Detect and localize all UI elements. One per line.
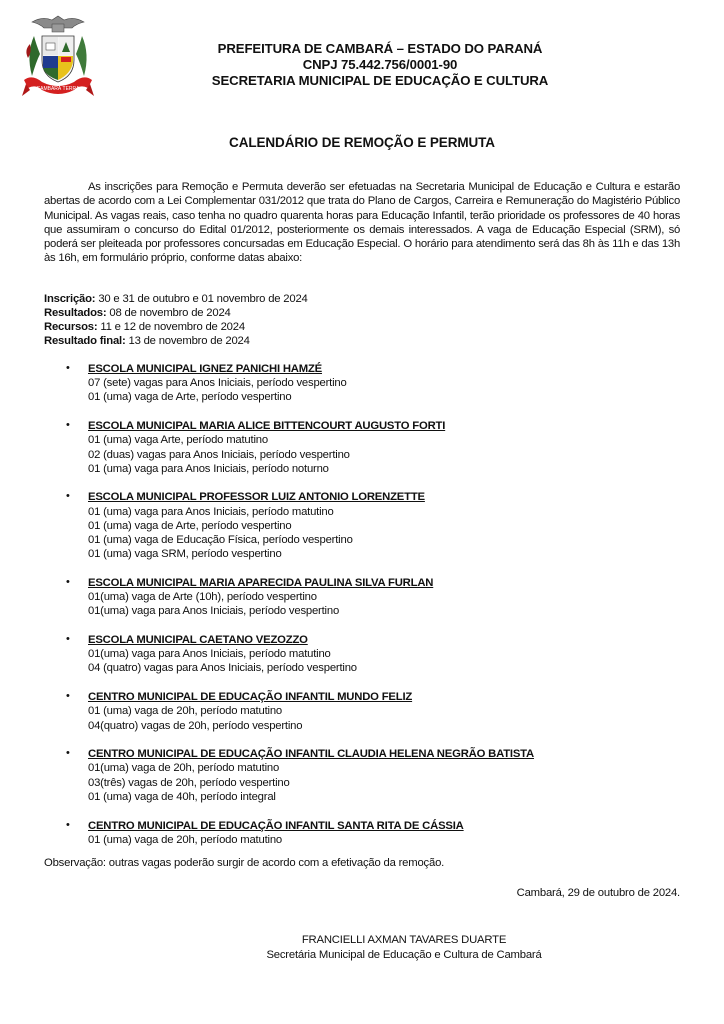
vacancy-line: 01 (uma) vaga SRM, período vespertino [88, 548, 282, 561]
date-row-resultados [44, 306, 308, 320]
vacancy-line: 04(quatro) vagas de 20h, período vespertino [88, 719, 303, 732]
school-vacancy-list [44, 362, 684, 847]
header-secretariat: SECRETARIA MUNICIPAL DE EDUCAÇÃO E CULTURA [211, 73, 549, 88]
bullet-icon: • [66, 690, 70, 703]
vacancy-line: 01 (uma) vaga de Educação Física, período vespertino [88, 534, 353, 547]
school-item [44, 747, 684, 804]
date-row-recursos [44, 320, 308, 334]
date-row-inscricao [44, 292, 308, 306]
date-label: Inscrição: [44, 293, 96, 305]
place-and-date: Cambará, 29 de outubro de 2024. [516, 887, 680, 899]
vacancy-line: 01 (uma) vaga de Arte, período vespertino [88, 519, 292, 532]
school-name: CENTRO MUNICIPAL DE EDUCAÇÃO INFANTIL CLAUDIA HELENA NEGRÃO BATISTA [88, 748, 535, 761]
document-title: CALENDÁRIO DE REMOÇÃO E PERMUTA [229, 135, 495, 150]
date-value: 30 e 31 de outubro e 01 novembro de 2024 [95, 293, 308, 305]
bullet-icon: • [66, 633, 70, 646]
vacancy-line: 01(uma) vaga para Anos Iniciais, período vespertino [88, 605, 340, 618]
vacancy-line: 01(uma) vaga para Anos Iniciais, período matutino [88, 648, 331, 661]
vacancy-line: 01(uma) vaga de Arte (10h), período vespertino [88, 591, 317, 604]
municipal-crest-icon [22, 14, 94, 100]
school-item [44, 419, 684, 476]
bullet-icon: • [66, 490, 70, 503]
vacancy-line: 01 (uma) vaga para Anos Iniciais, período matutino [88, 505, 334, 518]
vacancy-line: 02 (duas) vagas para Anos Iniciais, período vespertino [88, 448, 350, 461]
bullet-icon: • [66, 747, 70, 760]
date-value: 13 de novembro de 2024 [125, 335, 250, 348]
school-item [44, 576, 684, 619]
bullet-icon: • [66, 575, 70, 588]
date-value: 08 de novembro de 2024 [106, 307, 231, 320]
school-name: ESCOLA MUNICIPAL CAETANO VEZOZZO [88, 634, 308, 647]
school-name: ESCOLA MUNICIPAL IGNEZ PANICHI HAMZÉ [88, 363, 323, 375]
observation-note: Observação: outras vagas poderão surgir de acordo com a efetivação da remoção. [44, 857, 445, 869]
vacancy-line: 01 (uma) vaga de 20h, período matutino [88, 705, 282, 718]
signature-block [0, 933, 724, 962]
signatory-name: FRANCIELLI AXMAN TAVARES DUARTE [301, 934, 507, 946]
bullet-icon: • [66, 419, 70, 432]
date-label: Recursos: [44, 321, 98, 334]
document-header [100, 41, 660, 89]
schedule-dates [44, 292, 308, 348]
school-item [44, 819, 684, 847]
school-item [44, 690, 684, 733]
school-item [44, 490, 684, 561]
school-name: ESCOLA MUNICIPAL MARIA APARECIDA PAULINA SILVA FURLAN [88, 576, 434, 589]
date-label: Resultado final: [44, 335, 126, 348]
date-value: 11 e 12 de novembro de 2024 [97, 321, 245, 334]
intro-paragraph: As inscrições para Remoção e Permuta deverão ser efetuadas na Secretaria Municipal de Educação e Cultura e estarão abertas de acordo com a Lei Complementar 031/2012 que trata do Plano de Cargos, Carreira e Remuneração do Magistério Público Municipal. As vagas reais, caso tenha no quadro quarenta horas para Educação Infantil, terão prioridade os professores de 40 horas que assumiram o concurso do Edital 01/2012, posteriormente os demais interessados. A vaga de Educação Especial (SRM), só poderá ser pleiteada por professores concursadas em Educação Especial. O horário para atendimento será das 8h às 11h e das 13h às 16h, em formulário próprio, conforme datas abaixo: [44, 181, 680, 265]
vacancy-line: 04 (quatro) vagas para Anos Iniciais, período vespertino [88, 662, 357, 675]
school-name: CENTRO MUNICIPAL DE EDUCAÇÃO INFANTIL MUNDO FELIZ [88, 691, 413, 704]
bullet-icon: • [66, 818, 70, 831]
date-row-resultado-final [44, 334, 308, 348]
vacancy-line: 01 (uma) vaga de 40h, período integral [88, 790, 276, 803]
school-name: CENTRO MUNICIPAL DE EDUCAÇÃO INFANTIL SANTA RITA DE CÁSSIA [88, 819, 464, 832]
school-item [44, 362, 684, 405]
school-name: ESCOLA MUNICIPAL PROFESSOR LUIZ ANTONIO LORENZETTE [88, 491, 425, 504]
crest-ribbon-text: CAMBARÁ TERRA [36, 86, 80, 92]
signatory-role: Secretária Municipal de Educação e Cultura de Cambará [266, 948, 542, 961]
vacancy-line: 01(uma) vaga de 20h, período matutino [88, 762, 280, 775]
vacancy-line: 01 (uma) vaga Arte, período matutino [88, 434, 268, 447]
vacancy-line: 07 (sete) vagas para Anos Iniciais, período vespertino [88, 377, 347, 390]
school-name: ESCOLA MUNICIPAL MARIA ALICE BITTENCOURT AUGUSTO FORTI [88, 420, 446, 433]
vacancy-line: 01 (uma) vaga para Anos Iniciais, período noturno [88, 462, 329, 475]
school-item [44, 633, 684, 676]
bullet-icon: • [66, 362, 70, 374]
vacancy-line: 03(três) vagas de 20h, período vespertino [88, 776, 290, 789]
vacancy-line: 01 (uma) vaga de 20h, período matutino [88, 833, 282, 846]
date-label: Resultados: [44, 307, 107, 320]
vacancy-line: 01 (uma) vaga de Arte, período vespertino [88, 391, 292, 404]
header-cnpj: CNPJ 75.442.756/0001-90 [302, 57, 458, 72]
header-municipality: PREFEITURA DE CAMBARÁ – ESTADO DO PARANÁ [217, 41, 543, 56]
